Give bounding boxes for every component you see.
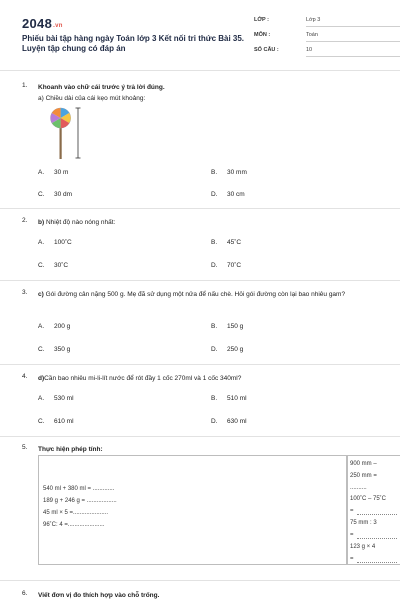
option-text: 510 ml xyxy=(227,395,247,402)
logo-text: 2048 xyxy=(22,16,53,31)
option-text: 30 m xyxy=(54,169,69,176)
calc-box-right xyxy=(346,455,400,565)
answer-blank xyxy=(357,514,397,515)
question-number: 5. xyxy=(22,444,28,451)
meta-class-row xyxy=(254,14,400,26)
question-number: 2. xyxy=(22,217,28,224)
question-divider xyxy=(0,208,400,209)
question-number: 6. xyxy=(22,590,28,597)
question-subtitle: a) Chiều dài của cái kẹo mút khoảng: xyxy=(38,95,146,102)
option-text: 100˚C xyxy=(54,239,72,246)
question-title: Viết đơn vị đo thích hợp vào chỗ trống. xyxy=(38,592,160,599)
option-text: 200 g xyxy=(54,323,71,330)
calc-exercise: 540 ml + 380 ml = ............. xyxy=(43,486,115,492)
calc-exercise: 75 mm : 3 xyxy=(350,520,377,526)
option-letter: C. xyxy=(38,418,45,425)
question-divider xyxy=(0,364,400,365)
meta-subject-row xyxy=(254,29,400,41)
question-title: Gói đường cân nặng 500 g. Mẹ đã sử dụng một nửa để nấu chè. Hỏi gói đường còn lại bao nhiêu gam? xyxy=(43,291,346,298)
calc-answer-line[interactable]: .......... xyxy=(350,485,367,491)
option-letter: B. xyxy=(211,395,218,402)
option-letter: B. xyxy=(211,169,218,176)
option-text: 70˚C xyxy=(227,262,242,269)
meta-count-value: 10 xyxy=(306,47,400,57)
meta-class-value: Lớp 3 xyxy=(306,17,400,27)
calc-answer-line[interactable]: = xyxy=(350,508,354,514)
option-text: 530 ml xyxy=(54,395,74,402)
calc-exercise: 45 ml × 5 =..................... xyxy=(43,510,109,516)
option-letter: C. xyxy=(38,346,45,353)
option-text: 30 cm xyxy=(227,191,245,198)
calc-box-left xyxy=(38,455,348,565)
worksheet-title: Phiếu bài tập hàng ngày Toán lớp 3 Kết nối tri thức Bài 35. Luyện tập chung có đáp án xyxy=(22,34,245,53)
option-text: 610 ml xyxy=(54,418,74,425)
option-letter: A. xyxy=(38,323,45,330)
question-part-label: b) xyxy=(38,219,45,226)
meta-count-row xyxy=(254,44,400,56)
question-title: Nhiệt độ nào nóng nhất: xyxy=(44,219,116,226)
option-text: 350 g xyxy=(54,346,71,353)
option-letter: D. xyxy=(211,191,218,198)
calc-answer-line[interactable]: = xyxy=(350,556,354,562)
calc-exercise: 900 mm – xyxy=(350,461,377,467)
meta-subject-label: MÔN : xyxy=(254,32,271,38)
header-divider xyxy=(0,70,400,71)
option-letter: A. xyxy=(38,239,45,246)
question-number: 3. xyxy=(22,289,28,296)
question-part-label: d) xyxy=(38,375,45,382)
option-letter: D. xyxy=(211,418,218,425)
question-divider xyxy=(0,280,400,281)
option-letter: C. xyxy=(38,191,45,198)
question-number: 1. xyxy=(22,82,28,89)
option-letter: A. xyxy=(38,395,45,402)
option-letter: B. xyxy=(211,239,218,246)
option-text: 150 g xyxy=(227,323,244,330)
meta-count-label: SỐ CÂU : xyxy=(254,47,279,53)
option-text: 30˚C xyxy=(54,262,69,269)
option-letter: D. xyxy=(211,262,218,269)
meta-class-label: LỚP : xyxy=(254,17,269,23)
option-letter: B. xyxy=(211,323,218,330)
option-text: 30 mm xyxy=(227,169,247,176)
option-letter: A. xyxy=(38,169,45,176)
worksheet-header xyxy=(22,14,382,64)
option-text: 45˚C xyxy=(227,239,242,246)
option-text: 250 g xyxy=(227,346,244,353)
logo-suffix: .vn xyxy=(53,23,63,29)
option-text: 30 dm xyxy=(54,191,73,198)
question-divider xyxy=(0,580,400,581)
option-letter: D. xyxy=(211,346,218,353)
answer-blank xyxy=(357,538,397,539)
calc-exercise: 189 g + 246 g = .................. xyxy=(43,498,117,504)
question-title: Thực hiện phép tính: xyxy=(38,446,103,453)
calc-answer-line[interactable]: = xyxy=(350,532,354,538)
option-letter: C. xyxy=(38,262,45,269)
calc-exercise: 123 g × 4 xyxy=(350,544,376,550)
site-logo[interactable] xyxy=(22,16,63,31)
option-text: 630 ml xyxy=(227,418,247,425)
answer-blank xyxy=(357,562,397,563)
question-title: Cần bao nhiêu mi-li-lít nước để rót đầy 1 cốc 270ml và 1 cốc 340ml? xyxy=(44,375,242,382)
question-title: Khoanh vào chữ cái trước ý trả lời đúng. xyxy=(38,84,165,91)
question-number: 4. xyxy=(22,373,28,380)
meta-subject-value: Toán xyxy=(306,32,400,42)
question-part-label: c) xyxy=(38,291,44,298)
calc-exercise: 100˚C – 75˚C xyxy=(350,496,387,502)
calc-exercise: 96˚C: 4 =...................... xyxy=(43,522,105,528)
lollipop-image xyxy=(48,106,88,160)
question-divider xyxy=(0,436,400,437)
calc-exercise: 250 mm = xyxy=(350,473,377,479)
